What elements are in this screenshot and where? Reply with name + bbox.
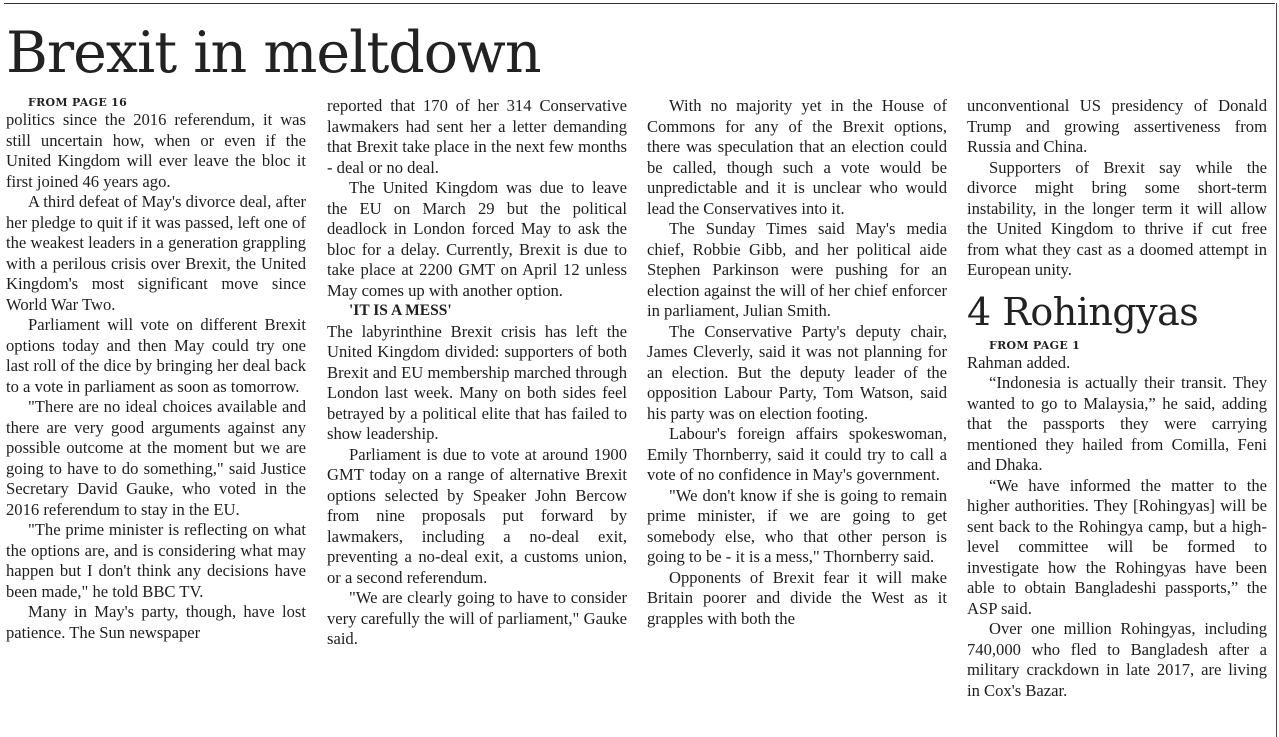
- paragraph: Labour's foreign affairs spokeswoman, Emily Thornberry, said it could try to call a vote of no confidence in May's government.: [647, 424, 947, 484]
- kicker-from-page-16: FROM PAGE 16: [28, 96, 128, 109]
- top-rule: [4, 3, 1275, 4]
- paragraph: "We don't know if she is going to remain prime minister, if we are going to get somebody else, who that other person is going to be - it is a mess," Thornberry said.: [647, 485, 947, 566]
- section-headline-4-rohingyas: 4 Rohingyas: [967, 289, 1199, 334]
- kicker-from-page-1: FROM PAGE 1: [989, 338, 1081, 352]
- paragraph: "We are clearly going to have to consider very carefully the will of parliament," Gauke said.: [327, 588, 627, 648]
- paragraph: "There are no ideal choices available and there are very good arguments against any possible outcome at the moment but we are going to have to do something," said Justice Secretary David Gauke, who voted in the 2016 referendum to stay in the EU.: [6, 397, 306, 519]
- column-2: [327, 96, 627, 736]
- paragraph: politics since the 2016 referendum, it was still uncertain how, when or even if the United Kingdom will ever leave the bloc it first joined 46 years ago.: [6, 110, 306, 191]
- paragraph: Over one million Rohingyas, including 740,000 who fled to Bangladesh after a military crackdown in late 2017, are living in Cox's Bazar.: [967, 619, 1267, 700]
- paragraph: Supporters of Brexit say while the divorce might bring some short-term instability, in the longer term it will allow the United Kingdom to thrive if cut free from what they cast as a doomed attempt in European unity.: [967, 157, 1267, 279]
- paragraph: Opponents of Brexit fear it will make Britain poorer and divide the West as it grapples with both the: [647, 567, 947, 628]
- right-rule: [1276, 3, 1277, 737]
- paragraph: Rahman added.: [967, 352, 1071, 372]
- paragraph: Parliament will vote on different Brexit options today and then May could try one last roll of the dice by bringing her deal back to a vote in parliament as soon as tomorrow.: [6, 315, 306, 396]
- column-4: [967, 96, 1267, 736]
- paragraph: reported that 170 of her 314 Conservative lawmakers had sent her a letter demanding that Brexit take place in the next few months - deal or no deal.: [327, 96, 627, 177]
- paragraph: "The prime minister is reflecting on what the options are, and is considering what may happen but I don't think any decisions have been made," he told BBC TV.: [6, 520, 306, 601]
- paragraph: “Indonesia is actually their transit. They wanted to go to Malaysia,” he said, adding that the passports they were carrying mentioned they hailed from Comilla, Feni and Dhaka.: [967, 373, 1267, 474]
- paragraph: The labyrinthine Brexit crisis has left the United Kingdom divided: supporters of both Brexit and EU membership marched through London last week. Many on both sides feel betrayed by a political elite that has failed to show leadership.: [327, 321, 627, 443]
- paragraph: A third defeat of May's divorce deal, after her pledge to quit if it was passed, left one of the weakest leaders in a generation grappling with a perilous crisis over Brexit, the United Kingdom's most significant move since World War Two.: [6, 192, 306, 314]
- paragraph: Many in May's party, though, have lost patience. The Sun newspaper: [6, 602, 306, 642]
- subhead-it-is-a-mess: 'IT IS A MESS': [349, 302, 452, 319]
- paragraph: unconventional US presidency of Donald Trump and growing assertiveness from Russia and China.: [967, 96, 1267, 156]
- paragraph: “We have informed the matter to the higher authorities. They [Rohingyas] will be sent back to the Rohingya camp, but a high-level committee will be formed to investigate how the Rohingyas have been able to obtain Bangladeshi passports,” the ASP said.: [967, 475, 1267, 618]
- paragraph: The United Kingdom was due to leave the EU on March 29 but the political deadlock in London forced May to ask the bloc for a delay. Currently, Brexit is due to take place at 2200 GMT on April 12 unless May comes up with another option.: [327, 178, 627, 300]
- paragraph: With no majority yet in the House of Commons for any of the Brexit options, there was speculation that an election could be called, though such a vote would be unpredictable and it is unclear who would lead the Conservatives into it.: [647, 96, 947, 218]
- column-3: [647, 96, 947, 736]
- paragraph: The Sunday Times said May's media chief, Robbie Gibb, and her political aide Stephen Parkinson were pushing for an election against the will of her chief enforcer in parliament, Julian Smith.: [647, 219, 947, 320]
- paragraph: Parliament is due to vote at around 1900 GMT today on a range of alternative Brexit options selected by Speaker John Bercow from nine proposals put forward by lawmakers, including a no-deal exit, preventing a no-deal exit, a customs union, or a second referendum.: [327, 444, 627, 587]
- headline: Brexit in meltdown: [6, 20, 541, 86]
- paragraph: The Conservative Party's deputy chair, James Cleverly, said it was not planning for an election. But the deputy leader of the opposition Labour Party, Tom Watson, said his party was on election footing.: [647, 321, 947, 423]
- column-1: [6, 96, 306, 736]
